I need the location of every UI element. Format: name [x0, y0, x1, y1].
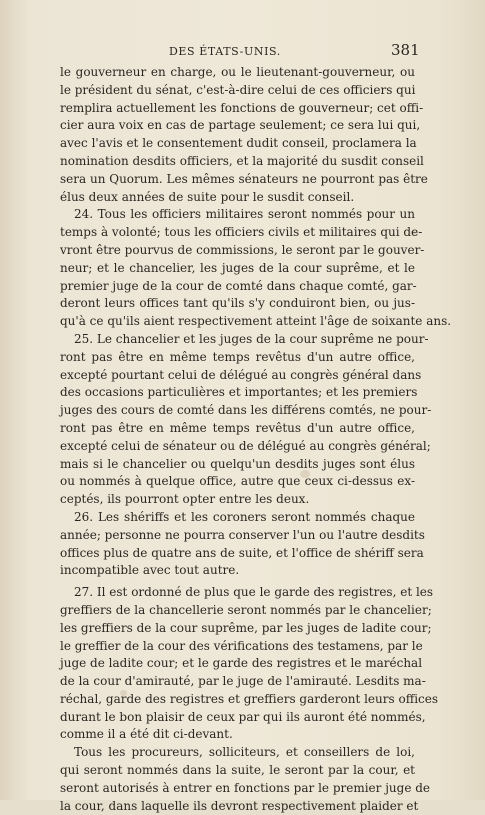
text-line: vront être pourvus de commissions, le seront par le gouver-	[60, 242, 425, 257]
text-line: élus deux années de suite pour le susdit conseil.	[60, 189, 355, 204]
text-line: cier aura voix en cas de partage seulement; ce sera lui qui,	[60, 118, 421, 133]
running-title: DES ÉTATS-UNIS.	[169, 45, 281, 58]
paragraph-article-24	[60, 206, 452, 331]
text-line: la cour, dans laquelle ils devront respectivement plaider et	[60, 798, 419, 813]
text-line: mais si le chancelier ou quelqu'un desdits juges sont élus	[60, 456, 415, 471]
text-line: 25. Le chancelier et les juges de la cour suprême ne pour-	[74, 331, 429, 346]
text-line: le président du sénat, c'est-à-dire celui de ces officiers qui	[60, 82, 416, 97]
text-line: nomination desdits officiers, et la majorité du susdit conseil	[60, 153, 424, 168]
body-text	[60, 64, 452, 815]
text-line: ou nommés à quelque office, autre que ceux ci-dessus ex-	[60, 474, 415, 489]
text-line: avec l'avis et le consentement dudit conseil, proclamera la	[60, 136, 417, 151]
text-line: des occasions particulières et importantes; et les premiers	[60, 385, 418, 400]
text-line: le greffier de la cour des vérifications des testamens, par le	[60, 638, 423, 653]
text-line: excepté celui de sénateur ou de délégué au congrès général;	[60, 438, 431, 453]
text-line: durant le bon plaisir de ceux par qui ils auront été nommés,	[60, 709, 426, 724]
paragraph-article-25	[60, 331, 432, 509]
text-line: juges des cours de comté dans les différens comtés, ne pour-	[60, 403, 432, 418]
text-line: 24. Tous les officiers militaires seront nommés pour un	[74, 207, 415, 222]
text-line: année; personne ne pourra conserver l'un ou l'autre desdits	[60, 527, 425, 542]
text-line: 27. Il est ordonné de plus que le garde des registres, et les	[74, 585, 434, 600]
text-line: greffiers de la chancellerie seront nommés par le chancelier;	[60, 602, 432, 617]
text-line: sera un Quorum. Les mêmes sénateurs ne pourront pas être	[60, 171, 428, 186]
text-line: temps à volonté; tous les officiers civils et militaires qui de-	[60, 225, 423, 240]
text-line: neur; et le chancelier, les juges de la cour suprême, et le	[60, 260, 415, 275]
paragraph-article-27	[60, 584, 439, 744]
text-line: de la cour d'amirauté, par le juge de l'amirauté. Lesdits ma-	[60, 674, 426, 689]
page-header	[0, 41, 485, 61]
text-line: juge de ladite cour; et le garde des registres et le maréchal	[60, 656, 423, 671]
text-line: seront autorisés à entrer en fonctions par le premier juge de	[60, 780, 431, 795]
text-line: remplira actuellement les fonctions de gouverneur; cet offi-	[60, 100, 424, 115]
text-line: réchal, garde des registres et greffiers garderont leurs offices	[60, 691, 439, 706]
paragraph-continuation	[60, 64, 428, 206]
text-line: le gouverneur en charge, ou le lieutenant-gouverneur, ou	[60, 65, 415, 79]
text-line: premier juge de la cour de comté dans chaque comté, gar-	[60, 278, 417, 293]
text-line: offices plus de quatre ans de suite, et l'office de shériff sera	[60, 545, 424, 560]
text-line: ront pas être en même temps revêtus d'un autre office,	[60, 349, 415, 364]
text-line: ceptés, ils pourront opter entre les deux.	[60, 492, 310, 507]
text-line: les greffiers de la cour suprême, par les juges de ladite cour;	[60, 620, 432, 635]
text-line: comme il a été dit ci-devant.	[60, 727, 233, 742]
text-line: qu'à ce qu'ils aient respectivement atteint l'âge de soixante ans.	[60, 314, 452, 329]
text-line: qui seront nommés dans la suite, le seront par la cour, et	[60, 763, 415, 778]
paragraph-attorneys	[60, 744, 431, 815]
text-line: 26. Les shériffs et les coroners seront nommés chaque	[74, 509, 415, 524]
page-number: 381	[391, 41, 420, 59]
text-line: incompatible avec tout autre.	[60, 563, 240, 578]
text-line: deront leurs offices tant qu'ils s'y conduiront bien, ou jus-	[60, 296, 415, 311]
text-line: Tous les procureurs, solliciteurs, et conseillers de loi,	[74, 745, 415, 760]
text-line: ront pas être en même temps revêtus d'un autre office,	[60, 420, 415, 435]
paragraph-article-26	[60, 509, 425, 580]
text-line: excepté pourtant celui de délégué au congrès général dans	[60, 367, 422, 382]
